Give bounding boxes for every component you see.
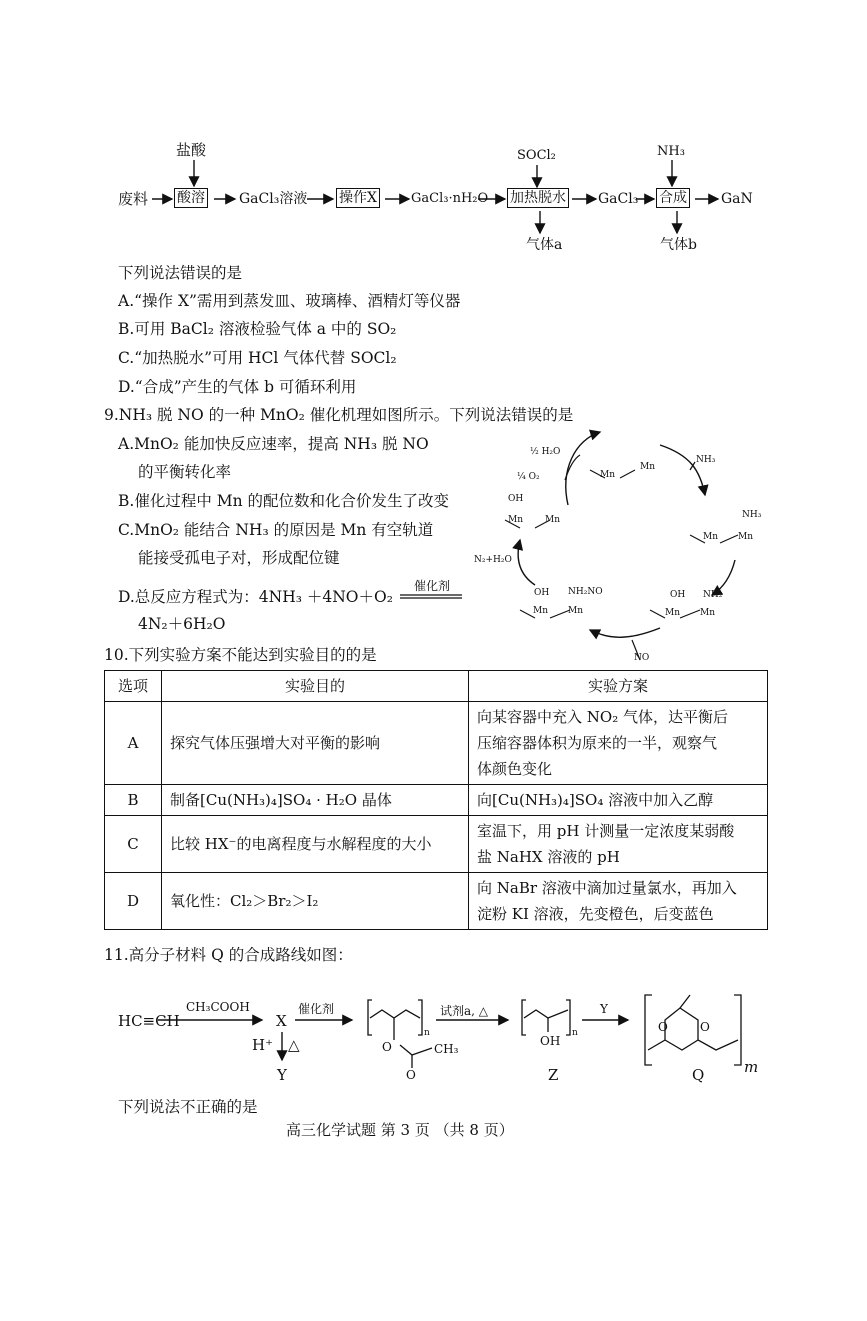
- scheme-reagent-a: 试剂a, △: [440, 1004, 489, 1018]
- cycle-mn-10: Mn: [700, 608, 716, 618]
- scheme-acetylene: HC≡CH: [118, 1012, 180, 1030]
- scheme-n1: n: [424, 1028, 430, 1038]
- cycle-nh2: NH₂: [703, 590, 723, 600]
- cycle-nh2no: NH₂NO: [568, 587, 603, 597]
- experiment-table: [104, 670, 768, 930]
- row-option: C: [105, 816, 162, 873]
- q8-option-b: B.可用 BaCl₂ 溶液检验气体 a 中的 SO₂: [118, 320, 397, 338]
- header-option: 选项: [105, 671, 162, 702]
- cycle-mn-7: Mn: [533, 606, 549, 616]
- cycle-nh3-2: NH₃: [742, 510, 762, 520]
- scheme-n2: n: [572, 1028, 578, 1038]
- scheme-q: Q: [692, 1066, 705, 1084]
- scheme-reagent-acetic: CH₃COOH: [186, 1000, 250, 1014]
- row-plan: [469, 702, 768, 785]
- reagent-hcl: 盐酸: [176, 141, 207, 159]
- q9-stem: 9.NH₃ 脱 NO 的一种 MnO₂ 催化机理如图所示。下列说法错误的是: [104, 406, 574, 424]
- cycle-oh-1: OH: [508, 494, 524, 504]
- plan-line: 室温下，用 pH 计测量一定浓度某弱酸: [477, 822, 735, 840]
- plan-line: 向[Cu(NH₃)₄]SO₄ 溶液中加入乙醇: [477, 791, 714, 809]
- q8-stem: 下列说法错误的是: [118, 264, 243, 282]
- cycle-mn-5: Mn: [703, 532, 719, 542]
- cycle-quarter-o2: ¼ O₂: [517, 472, 540, 482]
- q8-option-c: C.“加热脱水”可用 HCl 气体代替 SOCl₂: [118, 349, 397, 367]
- scheme-catalyst: 催化剂: [298, 1002, 335, 1016]
- q11-stem: 11.高分子材料 Q 的合成路线如图：: [104, 946, 353, 964]
- scheme-oh: OH: [540, 1034, 561, 1048]
- reagent-socl2: SOCl₂: [517, 148, 556, 163]
- scheme-ch3: CH₃: [434, 1042, 459, 1056]
- cycle-nh3: NH₃: [696, 455, 716, 465]
- gacl3-label: GaCl₃: [598, 191, 639, 207]
- box-heat-dehydrate: 加热脱水: [507, 188, 569, 208]
- table-header-row: [105, 671, 768, 702]
- cycle-no: NO: [634, 653, 650, 663]
- cycle-arc: [660, 445, 705, 495]
- plan-line: 压缩容器体积为原来的一半，观察气: [477, 734, 718, 752]
- reagent-nh3: NH₃: [657, 144, 685, 159]
- q9-option-d-line1: D.总反应方程式为：4NH₃ ＋4NO＋O₂: [118, 588, 393, 606]
- q9-option-c-line2: 能接受孤电子对，形成配位键: [138, 549, 340, 567]
- row-option: A: [105, 702, 162, 785]
- cycle-arc: [590, 628, 660, 637]
- header-goal: 实验目的: [162, 671, 469, 702]
- q9-option-b: B.催化过程中 Mn 的配位数和化合价发生了改变: [118, 492, 450, 510]
- table-row: [105, 873, 768, 930]
- cycle-mn-2: Mn: [640, 462, 656, 472]
- scheme-q-o1: O: [658, 1020, 668, 1034]
- scheme-m: m: [744, 1058, 759, 1076]
- q9-option-a-line2: 的平衡转化率: [138, 463, 232, 481]
- q9-option-d-line2: 4N₂＋6H₂O: [138, 615, 226, 633]
- table-row: [105, 816, 768, 873]
- q9-option-a-line1: A.MnO₂ 能加快反应速率，提高 NH₃ 脱 NO: [118, 435, 429, 453]
- row-plan: [469, 816, 768, 873]
- box-synthesis: 合成: [656, 188, 690, 208]
- plan-line: 向某容器中充入 NO₂ 气体，达平衡后: [477, 708, 728, 726]
- gacl3-solution: GaCl₃溶液: [239, 191, 308, 207]
- box-acid-dissolve: 酸溶: [174, 188, 208, 208]
- scheme-y: Y: [277, 1066, 287, 1084]
- product-gan: GaN: [721, 191, 753, 207]
- header-plan: 实验方案: [469, 671, 768, 702]
- cycle-oh-2: OH: [534, 588, 550, 598]
- gacl3-hydrate: GaCl₃·nH₂O: [411, 191, 489, 206]
- q9-catalyst-condition: 催化剂: [414, 579, 451, 593]
- cycle-mn-3: Mn: [508, 515, 524, 525]
- scheme-y-reagent: Y: [600, 1002, 608, 1016]
- plan-line: 淀粉 KI 溶液，先变橙色，后变蓝色: [477, 905, 714, 923]
- row-option: D: [105, 873, 162, 930]
- cycle-oh-3: OH: [670, 590, 686, 600]
- scheme-z: Z: [548, 1066, 559, 1084]
- q9-option-c-line1: C.MnO₂ 能结合 NH₃ 的原因是 Mn 有空轨道: [118, 521, 434, 539]
- cycle-mn-4: Mn: [545, 515, 561, 525]
- row-plan: [469, 785, 768, 816]
- plan-line: 体颜色变化: [477, 760, 553, 778]
- scheme-delta: △: [288, 1036, 300, 1054]
- q8-option-d: D.“合成”产生的气体 b 可循环利用: [118, 378, 357, 396]
- gas-a-label: 气体a: [526, 237, 563, 253]
- cycle-mn-9: Mn: [665, 608, 681, 618]
- row-option: B: [105, 785, 162, 816]
- cycle-mn-8: Mn: [568, 606, 584, 616]
- box-operation-x: 操作X: [336, 188, 380, 208]
- plan-line: 向 NaBr 溶液中滴加过量氯水，再加入: [477, 879, 737, 897]
- scheme-hplus: H⁺: [252, 1036, 273, 1054]
- scheme-x: X: [276, 1012, 287, 1030]
- q8-option-a: A.“操作 X”需用到蒸发皿、玻璃棒、酒精灯等仪器: [118, 292, 461, 310]
- row-goal: 探究气体压强增大对平衡的影响: [162, 702, 469, 785]
- q10-stem: 10.下列实验方案不能达到实验目的的是: [104, 646, 377, 664]
- table-row: [105, 785, 768, 816]
- cycle-arc: [566, 432, 600, 505]
- plan-line: 盐 NaHX 溶液的 pH: [477, 848, 620, 866]
- scheme-carbonyl-o: O: [406, 1068, 416, 1082]
- scheme-ester-o: O: [382, 1040, 392, 1054]
- q11-question: 下列说法不正确的是: [118, 1098, 258, 1116]
- row-goal: 比较 HX⁻的电离程度与水解程度的大小: [162, 816, 469, 873]
- cycle-n2-h2o: N₂+H₂O: [474, 555, 512, 565]
- feed-label: 废料: [118, 190, 149, 208]
- cycle-mn-1: Mn: [600, 470, 616, 480]
- row-goal: 氧化性：Cl₂＞Br₂＞I₂: [162, 873, 469, 930]
- scheme-q-o2: O: [700, 1020, 710, 1034]
- row-goal: 制备[Cu(NH₃)₄]SO₄ · H₂O 晶体: [162, 785, 469, 816]
- page-footer: 高三化学试题 第 3 页 （共 8 页）: [286, 1121, 514, 1139]
- row-plan: [469, 873, 768, 930]
- cycle-half-h2o: ½ H₂O: [530, 447, 561, 457]
- table-row: [105, 702, 768, 785]
- cycle-arc: [565, 455, 580, 480]
- cycle-mn-6: Mn: [738, 532, 754, 542]
- gas-b-label: 气体b: [660, 237, 697, 253]
- cycle-arc: [518, 540, 535, 585]
